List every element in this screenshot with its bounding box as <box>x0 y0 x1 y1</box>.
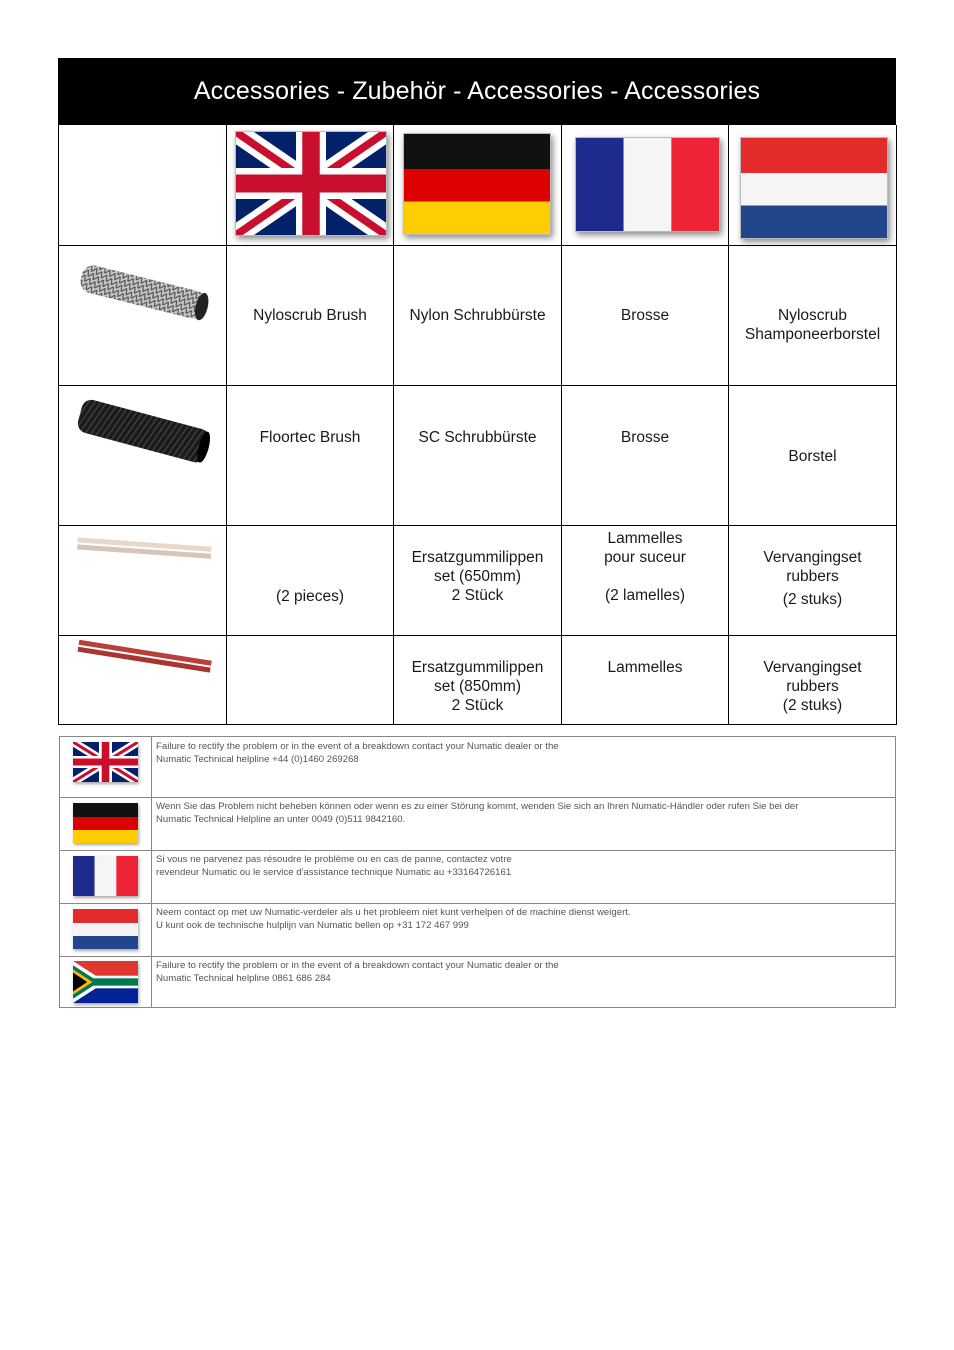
uk-flag-icon <box>235 131 387 236</box>
row4-nl-text: Vervangingset rubbers (2 stuks) <box>763 659 862 714</box>
helpline-flag-cell <box>60 850 152 903</box>
header-nl <box>729 125 897 246</box>
floortec-brush-image <box>73 394 215 474</box>
germany-flag-icon <box>73 803 138 843</box>
row2-en <box>227 386 394 526</box>
helpline-text: Failure to rectify the problem or in the event of a breakdown contact your Numatic dealer or the Numatic Technical helpline +44 (0)1460 269268 <box>156 741 559 765</box>
helpline-text: Wenn Sie das Problem nicht beheben können oder wenn es zu einer Störung kommt, wenden Sie sich an Ihren Numatic-Händler oder rufen Sie bei der Numatic Technical Helpline an unter 0049 (0)511 9842160. <box>156 801 799 825</box>
helpline-flag-cell <box>60 797 152 850</box>
accessories-grid <box>58 124 896 725</box>
squeegee-rubbers-850-image <box>73 638 215 682</box>
row2-nl-text: Borstel <box>788 448 837 465</box>
south-africa-flag-icon <box>73 961 138 1003</box>
row1-fr <box>562 246 729 386</box>
helpline-text: Failure to rectify the problem or in the event of a breakdown contact your Numatic dealer or the Numatic Technical helpline 0861 686 284 <box>156 960 559 984</box>
row3-de <box>394 526 562 636</box>
helpline-text: Si vous ne parvenez pas résoudre le problème ou en cas de panne, contactez votre revendeur Numatic ou le service d'assistance technique Numatic au +33164726161 <box>156 854 512 878</box>
row1-fr-text: Brosse <box>620 307 670 324</box>
row3-en <box>227 526 394 636</box>
product-cell <box>59 386 227 526</box>
netherlands-flag-icon <box>740 137 888 239</box>
helpline-table <box>59 736 896 1008</box>
row2-fr-text: Brosse <box>620 429 670 446</box>
row3-fr-text: Lammelles pour suceur (2 lamelles) <box>604 530 686 604</box>
row3-nl <box>729 526 897 636</box>
row3-nl-text: Vervangingset rubbers (2 stuks) <box>763 549 862 608</box>
row1-nl <box>729 246 897 386</box>
header-en <box>227 125 394 246</box>
header-fr <box>562 125 729 246</box>
header-empty-cell <box>59 125 227 246</box>
row1-nl-text: Nyloscrub Shamponeerborstel <box>744 307 881 343</box>
row4-de <box>394 636 562 725</box>
product-cell <box>59 636 227 725</box>
helpline-flag-cell <box>60 737 152 797</box>
accessories-table <box>58 58 896 725</box>
helpline-flag-cell <box>60 903 152 956</box>
row3-de-text: Ersatzgummilippen set (650mm) 2 Stück <box>411 549 544 604</box>
nyloscrub-brush-image <box>73 254 215 334</box>
helpline-row-de <box>60 797 895 851</box>
row1-en-text: Nyloscrub Brush <box>253 307 367 324</box>
uk-flag-icon <box>73 742 138 782</box>
france-flag-icon <box>73 856 138 896</box>
row2-de-text: SC Schrubbürste <box>418 429 537 446</box>
helpline-text: Neem contact op met uw Numatic-verdeler als u het probleem niet kunt verhelpen of de machine dienst weigert. U kunt ook de technische hulplijn van Numatic bellen op +31 172 467 999 <box>156 907 631 931</box>
row2-de <box>394 386 562 526</box>
row3-fr <box>562 526 729 636</box>
product-cell <box>59 246 227 386</box>
row1-de <box>394 246 562 386</box>
france-flag-icon <box>575 137 720 232</box>
helpline-row-fr <box>60 850 895 904</box>
helpline-row-nl <box>60 903 895 957</box>
helpline-flag-cell <box>60 956 152 1007</box>
row4-fr-text: Lammelles <box>607 659 683 676</box>
product-cell <box>59 526 227 636</box>
row2-fr <box>562 386 729 526</box>
germany-flag-icon <box>403 133 551 235</box>
helpline-row-en <box>60 737 895 798</box>
row2-en-text: Floortec Brush <box>259 429 361 446</box>
squeegee-rubbers-650-image <box>73 530 215 574</box>
row1-en <box>227 246 394 386</box>
row4-de-text: Ersatzgummilippen set (850mm) 2 Stück <box>411 659 544 714</box>
row4-en <box>227 636 394 725</box>
header-de <box>394 125 562 246</box>
page-title: Accessories - Zubehör - Accessories - Accessories <box>58 58 896 124</box>
row4-fr <box>562 636 729 725</box>
row4-nl <box>729 636 897 725</box>
row3-en-text: (2 pieces) <box>275 588 345 605</box>
netherlands-flag-icon <box>73 909 138 949</box>
row2-nl <box>729 386 897 526</box>
helpline-row-za <box>60 956 895 1007</box>
row1-de-text: Nylon Schrubbürste <box>409 307 546 324</box>
